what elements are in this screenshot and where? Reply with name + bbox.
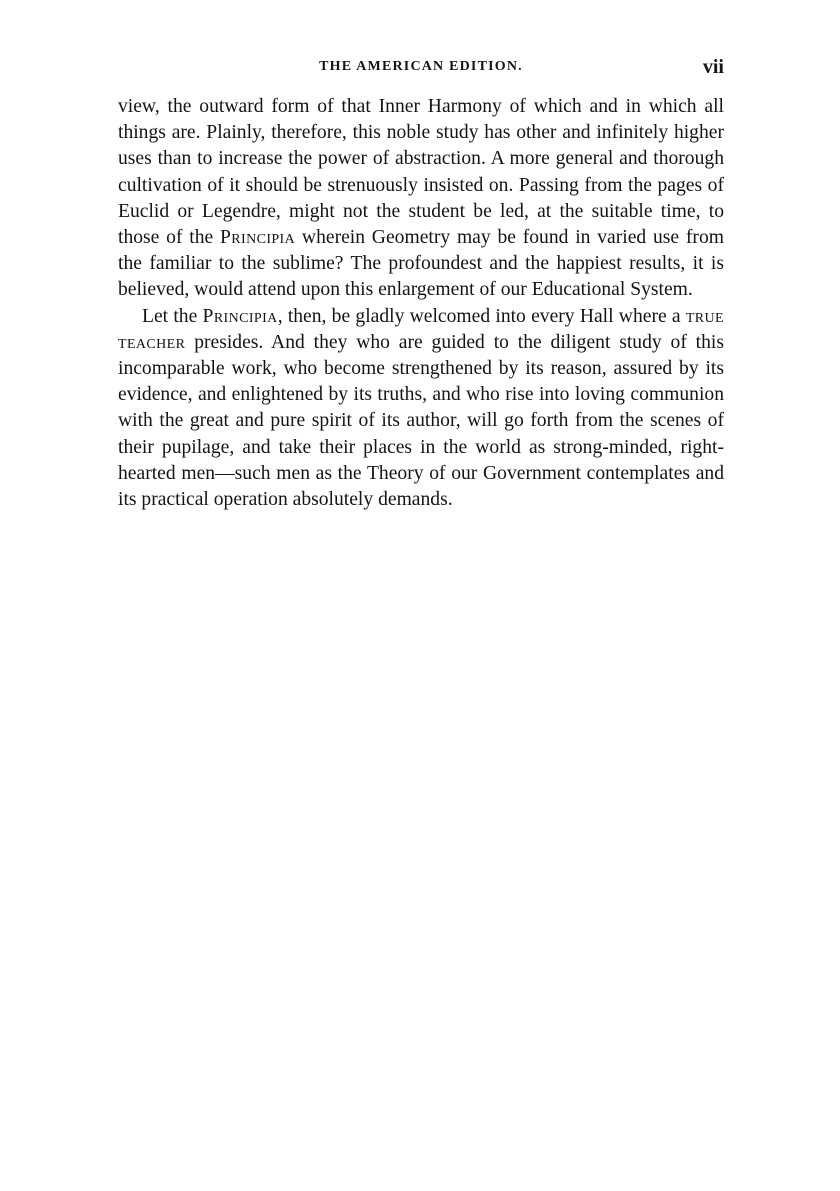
paragraph-1-text-b: wherein Geometry may be found in varied use from the familiar to the sublime? The profoundest and the happiest results, it is believed, would attend upon this enlargement of our Educational System. [118,227,724,301]
running-title: THE AMERICAN EDITION. [319,59,523,74]
paragraph-1 [118,94,724,304]
principia-term: Principia [202,305,278,327]
true-teacher-term: true teacher [118,305,724,353]
body-text [118,94,724,513]
paragraph-2-text-a: Let the [142,305,203,327]
paragraph-2 [118,304,724,514]
paragraph-2-text-b: , then, be gladly welcomed into every Hall where a [277,305,686,327]
paragraph-1-text-a: view, the outward form of that Inner Harmony of which and in which all things are. Plainly, therefore, this noble study has other and infinitely higher uses than to increase the power of abstraction. A more general and thorough cultivation of it should be strenuously insisted on. Passing from the pages of Euclid or Legendre, might not the student be led, at the suitable time, to those of the [118,96,724,249]
running-header [118,56,724,82]
page-number: vii [702,56,724,78]
paragraph-2-text-c: presides. And they who are guided to the diligent study of this incomparable work, who become strengthened by its reason, assured by its evidence, and enlightened by its truths, and who rise into loving communion with the great and pure spirit of its author, will go forth from the scenes of their pupilage, and take their places in the world as strong-minded, right-hearted men—such men as the Theory of our Government contemplates and its practical operation absolutely demands. [118,331,724,511]
principia-term: Principia [219,227,296,249]
